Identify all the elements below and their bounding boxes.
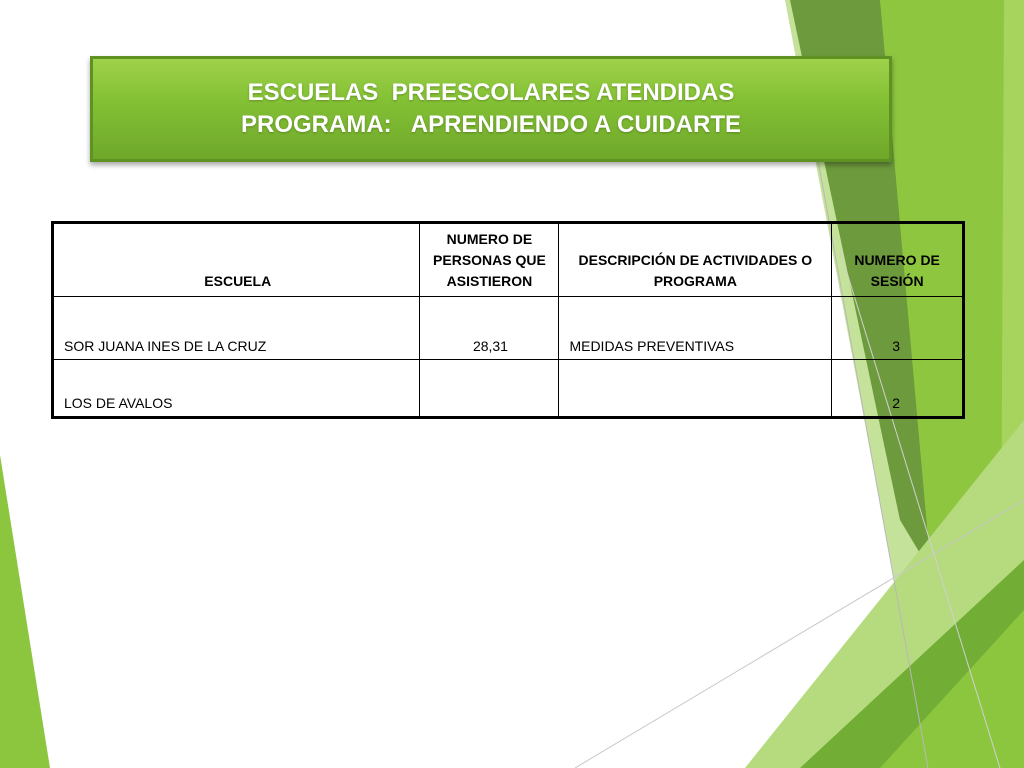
- cell-descripcion: MEDIDAS PREVENTIVAS: [559, 297, 832, 360]
- header-personas: NUMERO DE PERSONAS QUE ASISTIERON: [420, 223, 559, 297]
- title-line-2: PROGRAMA: APRENDIENDO A CUIDARTE: [240, 111, 741, 138]
- title-banner: [90, 56, 892, 162]
- cell-sesion: 2: [832, 360, 964, 418]
- left-green-shape: [0, 455, 50, 768]
- header-escuela: ESCUELA: [53, 223, 420, 297]
- cell-personas: 28,31: [420, 297, 559, 360]
- table-row: [53, 360, 964, 418]
- cell-descripcion: [559, 360, 832, 418]
- cell-escuela: LOS DE AVALOS: [53, 360, 420, 418]
- header-sesion: NUMERO DE SESIÓN: [832, 223, 964, 297]
- header-descripcion: DESCRIPCIÓN DE ACTIVIDADES O PROGRAMA: [559, 223, 832, 297]
- table-header-row: [53, 223, 964, 297]
- cell-escuela: SOR JUANA INES DE LA CRUZ: [53, 297, 420, 360]
- table-row: [53, 297, 964, 360]
- schools-table: [51, 221, 965, 419]
- cell-sesion: 3: [832, 297, 964, 360]
- title-line-1: ESCUELAS PREESCOLARES ATENDIDAS: [247, 79, 735, 106]
- cell-personas: [420, 360, 559, 418]
